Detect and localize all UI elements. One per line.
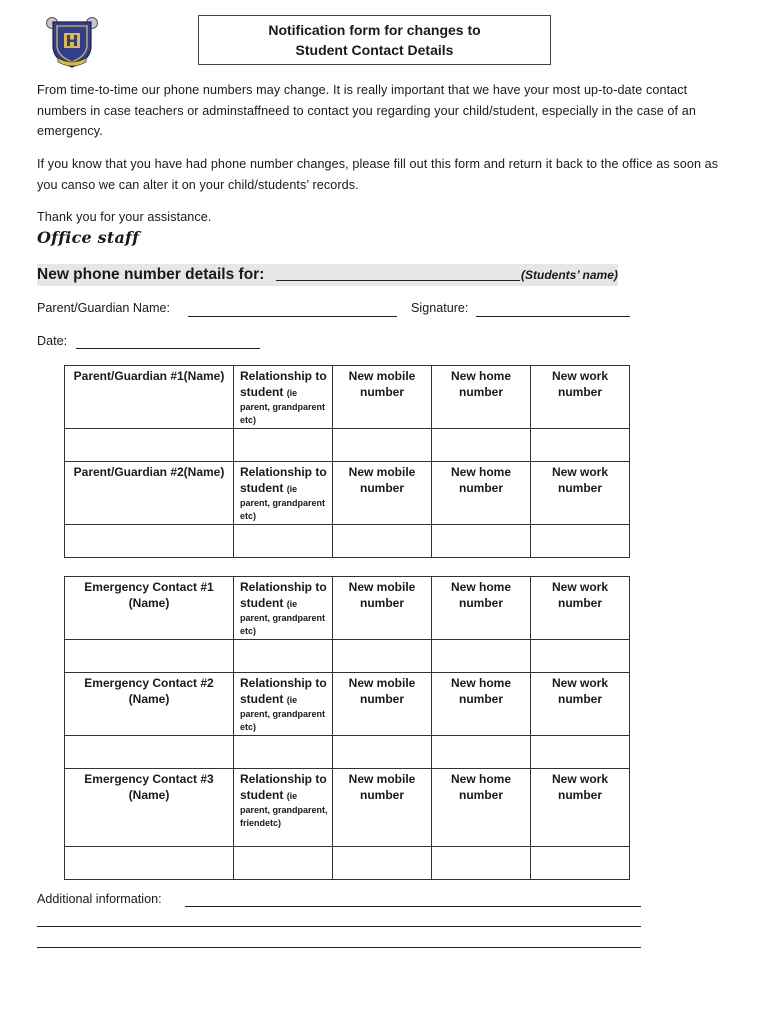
relationship-note: parent, grandparent etc) bbox=[240, 498, 326, 521]
mobile-header: New mobile number bbox=[333, 462, 432, 525]
parent-name-field[interactable] bbox=[188, 316, 397, 317]
relationship-note: parent, grandparent etc) bbox=[240, 613, 326, 636]
emergency1-relationship-cell[interactable] bbox=[234, 640, 333, 673]
work-header: New work number bbox=[531, 769, 630, 847]
emergency2-relationship-cell[interactable] bbox=[234, 736, 333, 769]
relationship-ie: (ie bbox=[286, 388, 298, 398]
relationship-header bbox=[234, 673, 333, 736]
home-header: New home number bbox=[432, 673, 531, 736]
emergency3-relationship-cell[interactable] bbox=[234, 847, 333, 880]
parent2-home-cell[interactable] bbox=[432, 525, 531, 558]
additional-info-line-3[interactable] bbox=[37, 947, 641, 948]
student-name-hint: (Students’ name) bbox=[521, 268, 618, 282]
home-header: New home number bbox=[432, 366, 531, 429]
work-header: New work number bbox=[531, 462, 630, 525]
details-heading: New phone number details for: bbox=[37, 266, 265, 283]
home-header: New home number bbox=[432, 577, 531, 640]
emergency3-home-cell[interactable] bbox=[432, 847, 531, 880]
emergency2-mobile-cell[interactable] bbox=[333, 736, 432, 769]
parent1-work-cell[interactable] bbox=[531, 429, 630, 462]
table-row bbox=[65, 429, 630, 462]
signature-field[interactable] bbox=[476, 316, 630, 317]
form-title-box bbox=[198, 15, 551, 65]
form-title-line2: Student Contact Details bbox=[295, 42, 454, 58]
mobile-header: New mobile number bbox=[333, 366, 432, 429]
emergency1-name-cell[interactable] bbox=[65, 640, 234, 673]
office-staff-signoff: Office staff bbox=[37, 228, 140, 247]
relationship-ie: (ie bbox=[286, 791, 298, 801]
relationship-header bbox=[234, 462, 333, 525]
home-header: New home number bbox=[432, 769, 531, 847]
relationship-label: Relationship to student bbox=[240, 580, 327, 610]
emergency1-work-cell[interactable] bbox=[531, 640, 630, 673]
emergency2-work-cell[interactable] bbox=[531, 736, 630, 769]
relationship-note: parent, grandparent etc) bbox=[240, 709, 326, 732]
parent1-home-cell[interactable] bbox=[432, 429, 531, 462]
parent-guardian-table bbox=[64, 365, 630, 558]
mobile-header: New mobile number bbox=[333, 769, 432, 847]
table-header-row bbox=[65, 673, 630, 736]
table-header-row bbox=[65, 577, 630, 640]
table-header-row bbox=[65, 462, 630, 525]
student-name-field[interactable] bbox=[276, 280, 520, 281]
work-header: New work number bbox=[531, 366, 630, 429]
additional-info-label: Additional information: bbox=[37, 892, 162, 906]
work-header: New work number bbox=[531, 577, 630, 640]
intro-paragraph-1: From time-to-time our phone numbers may change. It is really important that we have your most up-to-date contact numbers in case teachers or adminstaffneed to contact you regarding your child/student, especially in the case of an emergency. bbox=[37, 83, 696, 138]
emergency3-name-cell[interactable] bbox=[65, 847, 234, 880]
relationship-header bbox=[234, 769, 333, 847]
mobile-header: New mobile number bbox=[333, 673, 432, 736]
additional-info-line-2[interactable] bbox=[37, 926, 641, 927]
relationship-label: Relationship to student bbox=[240, 772, 327, 802]
relationship-ie: (ie bbox=[286, 484, 298, 494]
table-row bbox=[65, 640, 630, 673]
parent1-relationship-cell[interactable] bbox=[234, 429, 333, 462]
emergency2-name-header: Emergency Contact #2 (Name) bbox=[65, 673, 234, 736]
additional-info-line-1[interactable] bbox=[185, 906, 641, 907]
table-row bbox=[65, 847, 630, 880]
table-header-row bbox=[65, 769, 630, 847]
emergency-contact-table bbox=[64, 576, 630, 880]
emergency1-mobile-cell[interactable] bbox=[333, 640, 432, 673]
intro-paragraph-2: If you know that you have had phone number changes, please fill out this form and return it back to the office as soon as you canso we can alter it on your child/students’ records. bbox=[37, 157, 719, 192]
emergency2-name-cell[interactable] bbox=[65, 736, 234, 769]
signature-label: Signature: bbox=[411, 301, 469, 315]
mobile-header: New mobile number bbox=[333, 577, 432, 640]
emergency3-mobile-cell[interactable] bbox=[333, 847, 432, 880]
parent2-work-cell[interactable] bbox=[531, 525, 630, 558]
date-label: Date: bbox=[37, 334, 68, 348]
relationship-note: parent, grandparent etc) bbox=[240, 402, 326, 425]
emergency2-home-cell[interactable] bbox=[432, 736, 531, 769]
emergency1-name-header: Emergency Contact #1 (Name) bbox=[65, 577, 234, 640]
relationship-label: Relationship to student bbox=[240, 676, 327, 706]
relationship-label: Relationship to student bbox=[240, 369, 327, 399]
school-crest-logo bbox=[44, 14, 100, 70]
parent2-name-cell[interactable] bbox=[65, 525, 234, 558]
work-header: New work number bbox=[531, 673, 630, 736]
parent1-name-cell[interactable] bbox=[65, 429, 234, 462]
form-title-line1: Notification form for changes to bbox=[268, 22, 481, 38]
parent1-name-header: Parent/Guardian #1(Name) bbox=[65, 366, 234, 429]
home-header: New home number bbox=[432, 462, 531, 525]
emergency1-home-cell[interactable] bbox=[432, 640, 531, 673]
relationship-ie: (ie bbox=[286, 695, 298, 705]
relationship-note: parent, grandparent, friendetc) bbox=[240, 805, 328, 828]
parent2-mobile-cell[interactable] bbox=[333, 525, 432, 558]
parent2-name-header: Parent/Guardian #2(Name) bbox=[65, 462, 234, 525]
table-row bbox=[65, 736, 630, 769]
parent-name-label: Parent/Guardian Name: bbox=[37, 301, 171, 315]
relationship-header bbox=[234, 577, 333, 640]
date-field[interactable] bbox=[76, 348, 260, 349]
relationship-ie: (ie bbox=[286, 599, 298, 609]
relationship-header bbox=[234, 366, 333, 429]
relationship-label: Relationship to student bbox=[240, 465, 327, 495]
emergency3-name-header: Emergency Contact #3 (Name) bbox=[65, 769, 234, 847]
table-header-row bbox=[65, 366, 630, 429]
table-row bbox=[65, 525, 630, 558]
thank-you-text: Thank you for your assistance. bbox=[37, 210, 212, 224]
parent1-mobile-cell[interactable] bbox=[333, 429, 432, 462]
emergency3-work-cell[interactable] bbox=[531, 847, 630, 880]
parent2-relationship-cell[interactable] bbox=[234, 525, 333, 558]
